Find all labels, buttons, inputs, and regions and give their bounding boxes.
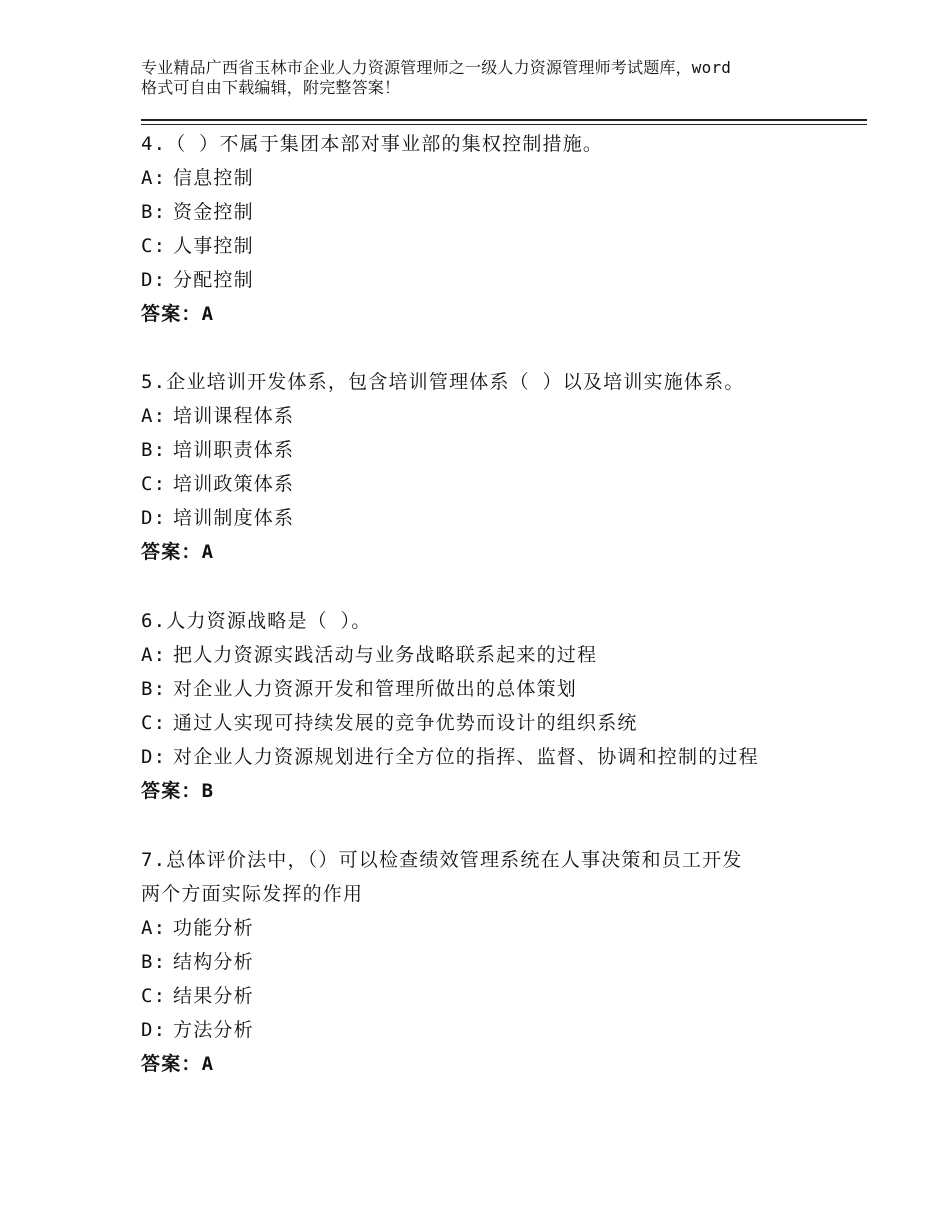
option-key: A:: [141, 167, 167, 189]
option-c: [141, 706, 841, 740]
option-c: [141, 467, 841, 501]
question-4: [141, 127, 841, 331]
question-stem-line-2: 两个方面实际发挥的作用: [141, 883, 364, 905]
option-text: 培训课程体系: [173, 405, 295, 427]
question-stem-line-1: 7.总体评价法中，（）可以检查绩效管理系统在人事决策和员工开发: [141, 849, 743, 871]
option-c: [141, 229, 841, 263]
option-b: [141, 672, 841, 706]
option-d: [141, 501, 841, 535]
question-7: [141, 843, 841, 1081]
option-key: B:: [141, 951, 167, 973]
option-d: [141, 1013, 841, 1047]
option-text: 分配控制: [173, 269, 254, 291]
question-5: [141, 365, 841, 569]
option-text: 资金控制: [173, 201, 254, 223]
option-text: 信息控制: [173, 167, 254, 189]
question-stem: 5.企业培训开发体系，包含培训管理体系（ ）以及培训实施体系。: [141, 371, 745, 393]
option-key: C:: [141, 985, 167, 1007]
option-a: [141, 638, 841, 672]
question-stem: 4.（ ）不属于集团本部对事业部的集权控制措施。: [141, 133, 604, 155]
option-a: [141, 161, 841, 195]
option-text: 方法分析: [173, 1019, 254, 1041]
question-6: [141, 604, 841, 808]
option-text: 对企业人力资源开发和管理所做出的总体策划: [173, 678, 578, 700]
option-key: B:: [141, 201, 167, 223]
option-text: 结构分析: [173, 951, 254, 973]
option-key: A:: [141, 405, 167, 427]
option-key: C:: [141, 235, 167, 257]
option-key: C:: [141, 712, 167, 734]
option-key: B:: [141, 439, 167, 461]
option-key: A:: [141, 917, 167, 939]
option-text: 功能分析: [173, 917, 254, 939]
option-d: [141, 740, 841, 774]
header-divider-thick: [141, 119, 867, 121]
option-text: 培训政策体系: [173, 473, 295, 495]
document-header: [141, 58, 831, 98]
answer-line: 答案：B: [141, 780, 215, 802]
option-text: 人事控制: [173, 235, 254, 257]
question-stem: 6.人力资源战略是（ ）。: [141, 610, 372, 632]
option-d: [141, 263, 841, 297]
answer-line: 答案：A: [141, 541, 215, 563]
option-text: 培训职责体系: [173, 439, 295, 461]
option-key: D:: [141, 746, 167, 768]
option-key: A:: [141, 644, 167, 666]
option-text: 把人力资源实践活动与业务战略联系起来的过程: [173, 644, 598, 666]
option-text: 结果分析: [173, 985, 254, 1007]
header-title-line-1: 专业精品广西省玉林市企业人力资源管理师之一级人力资源管理师考试题库，word: [141, 58, 732, 77]
option-text: 通过人实现可持续发展的竞争优势而设计的组织系统: [173, 712, 638, 734]
header-title-line-2: 格式可自由下载编辑，附完整答案！: [141, 78, 401, 97]
answer-line: 答案：A: [141, 303, 215, 325]
option-text: 对企业人力资源规划进行全方位的指挥、监督、协调和控制的过程: [173, 746, 759, 768]
option-key: D:: [141, 507, 167, 529]
option-a: [141, 911, 841, 945]
option-key: D:: [141, 1019, 167, 1041]
option-key: D:: [141, 269, 167, 291]
option-text: 培训制度体系: [173, 507, 295, 529]
option-b: [141, 945, 841, 979]
option-key: B:: [141, 678, 167, 700]
option-a: [141, 399, 841, 433]
option-c: [141, 979, 841, 1013]
option-b: [141, 433, 841, 467]
answer-line: 答案：A: [141, 1053, 215, 1075]
header-divider-thin: [141, 124, 867, 125]
option-key: C:: [141, 473, 167, 495]
option-b: [141, 195, 841, 229]
